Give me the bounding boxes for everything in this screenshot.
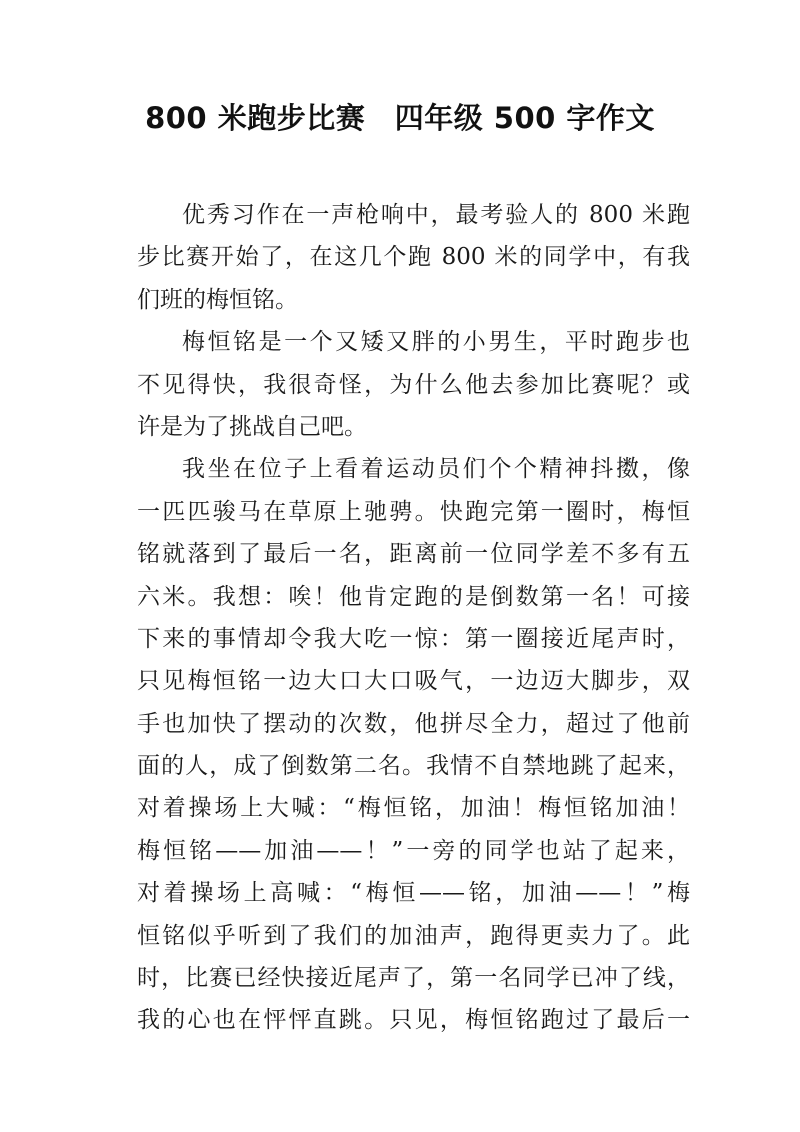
- text-line: 不见得快，我很奇怪，为什么他去参加比赛呢？或: [137, 371, 690, 398]
- text-line: 面的人，成了倒数第二名。我情不自禁地跳了起来，: [137, 753, 690, 780]
- text-line: 步比赛开始了，在这几个跑 800 米的同学中，有我: [137, 244, 690, 271]
- text-line: 恒铭似乎听到了我们的加油声，跑得更卖力了。此: [137, 922, 690, 949]
- text-line: 铭就落到了最后一名，距离前一位同学差不多有五: [137, 541, 690, 568]
- text-line: 下来的事情却令我大吃一惊：第一圈接近尾声时，: [137, 625, 690, 652]
- text-line: 们班的梅恒铭。: [137, 286, 298, 313]
- text-line: 对着操场上大喊：“梅恒铭，加油！梅恒铭加油！: [137, 795, 690, 822]
- document-title: 800 米跑步比赛 四年级 500 字作文: [145, 101, 655, 135]
- text-line: 我的心也在怦怦直跳。只见，梅恒铭跑过了最后一: [137, 1007, 690, 1034]
- text-line: 只见梅恒铭一边大口大口吸气，一边迈大脚步，双: [137, 668, 690, 695]
- text-line: 优秀习作在一声枪响中，最考验人的 800 米跑: [182, 202, 690, 228]
- text-line: 对着操场上高喊：“梅恒——铭，加油——！”梅: [137, 880, 690, 907]
- text-line: 手也加快了摆动的次数，他拼尽全力，超过了他前: [137, 710, 690, 737]
- text-line: 六米。我想：唉！他肯定跑的是倒数第一名！可接: [137, 583, 690, 610]
- paragraph: [137, 199, 690, 326]
- text-line: 时，比赛已经快接近尾声了，第一名同学已冲了线，: [137, 965, 690, 992]
- text-line: 梅恒铭——加油——！”一旁的同学也站了起来，: [137, 837, 690, 864]
- text-line: 一匹匹骏马在草原上驰骋。快跑完第一圈时，梅恒: [137, 498, 690, 525]
- text-line: 我坐在位子上看着运动员们个个精神抖擞，像: [182, 456, 690, 483]
- text-line: 许是为了挑战自己吧。: [137, 413, 367, 440]
- paragraph: [137, 453, 690, 1046]
- paragraph: [137, 326, 690, 453]
- essay-body: [137, 199, 690, 1047]
- text-line: 梅恒铭是一个又矮又胖的小男生，平时跑步也: [182, 329, 690, 356]
